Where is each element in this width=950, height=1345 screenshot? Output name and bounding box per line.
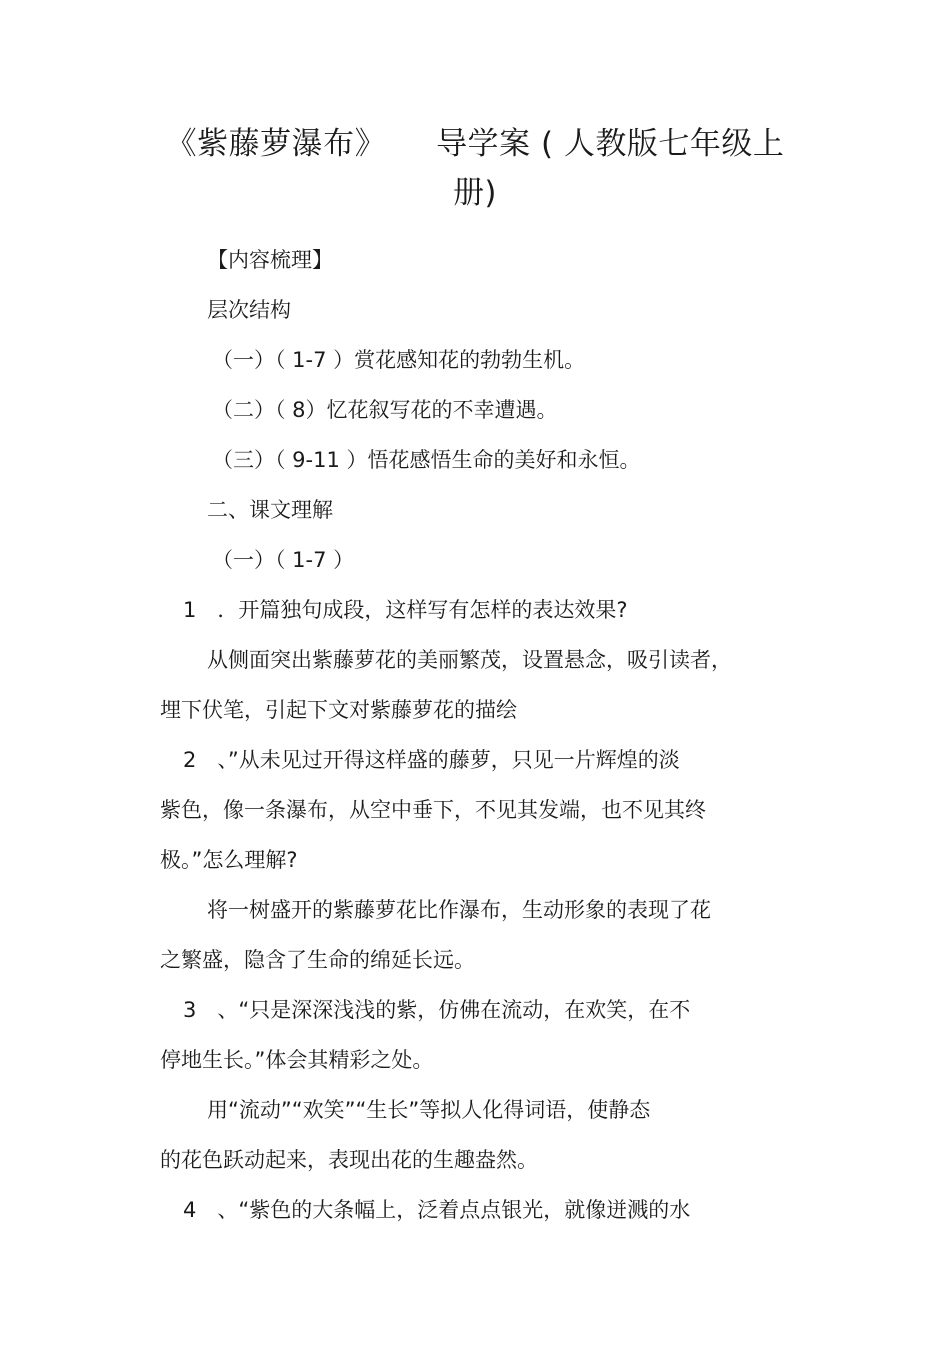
question-2-line-1: 2 、”从未见过开得这样盛的藤萝，只见一片辉煌的淡 [183,748,680,772]
subheading-structure: 层次结构 [207,298,291,322]
title-part1: 《紫藤萝瀑布》 [165,126,387,162]
answer-1-line-2: 埋下伏笔，引起下文对紫藤萝花的描绘 [160,698,517,722]
document-title [0,126,950,162]
document-title-line2: 册) [452,175,498,211]
question-3-line-2: 停地生长。”体会其精彩之处。 [160,1048,434,1072]
structure-item-1: （一）（ 1-7 ）赏花感知花的勃勃生机。 [212,348,586,372]
answer-1-line-1: 从侧面突出紫藤萝花的美丽繁茂，设置悬念，吸引读者， [207,648,732,672]
question-2-line-2: 紫色，像一条瀑布，从空中垂下，不见其发端，也不见其终 [160,798,706,822]
structure-item-3: （三）（ 9-11 ）悟花感悟生命的美好和永恒。 [212,448,641,472]
answer-2-line-1: 将一树盛开的紫藤萝花比作瀑布，生动形象的表现了花 [207,898,711,922]
structure-item-2: （二）（ 8）忆花叙写花的不幸遭遇。 [212,398,558,422]
answer-3-line-1: 用“流动”“欢笑”“生长”等拟人化得词语，使静态 [207,1098,651,1122]
answer-2-line-2: 之繁盛，隐含了生命的绵延长远。 [160,948,475,972]
question-3-line-1: 3 、“只是深深浅浅的紫，仿佛在流动，在欢笑，在不 [183,998,691,1022]
subsection-1-7: （一）（ 1-7 ） [212,548,355,572]
section-heading-content: 【内容梳理】 [207,248,333,272]
question-4-line-1: 4 、“紫色的大条幅上，泛着点点银光，就像迸溅的水 [183,1198,691,1222]
title-part2: 导学案 ( 人教版七年级上 [436,126,785,162]
question-1: 1 ．开篇独句成段，这样写有怎样的表达效果? [183,598,628,622]
section-heading-understanding: 二、课文理解 [207,498,333,522]
answer-3-line-2: 的花色跃动起来，表现出花的生趣盎然。 [160,1148,538,1172]
question-2-line-3: 极。”怎么理解? [160,848,298,872]
